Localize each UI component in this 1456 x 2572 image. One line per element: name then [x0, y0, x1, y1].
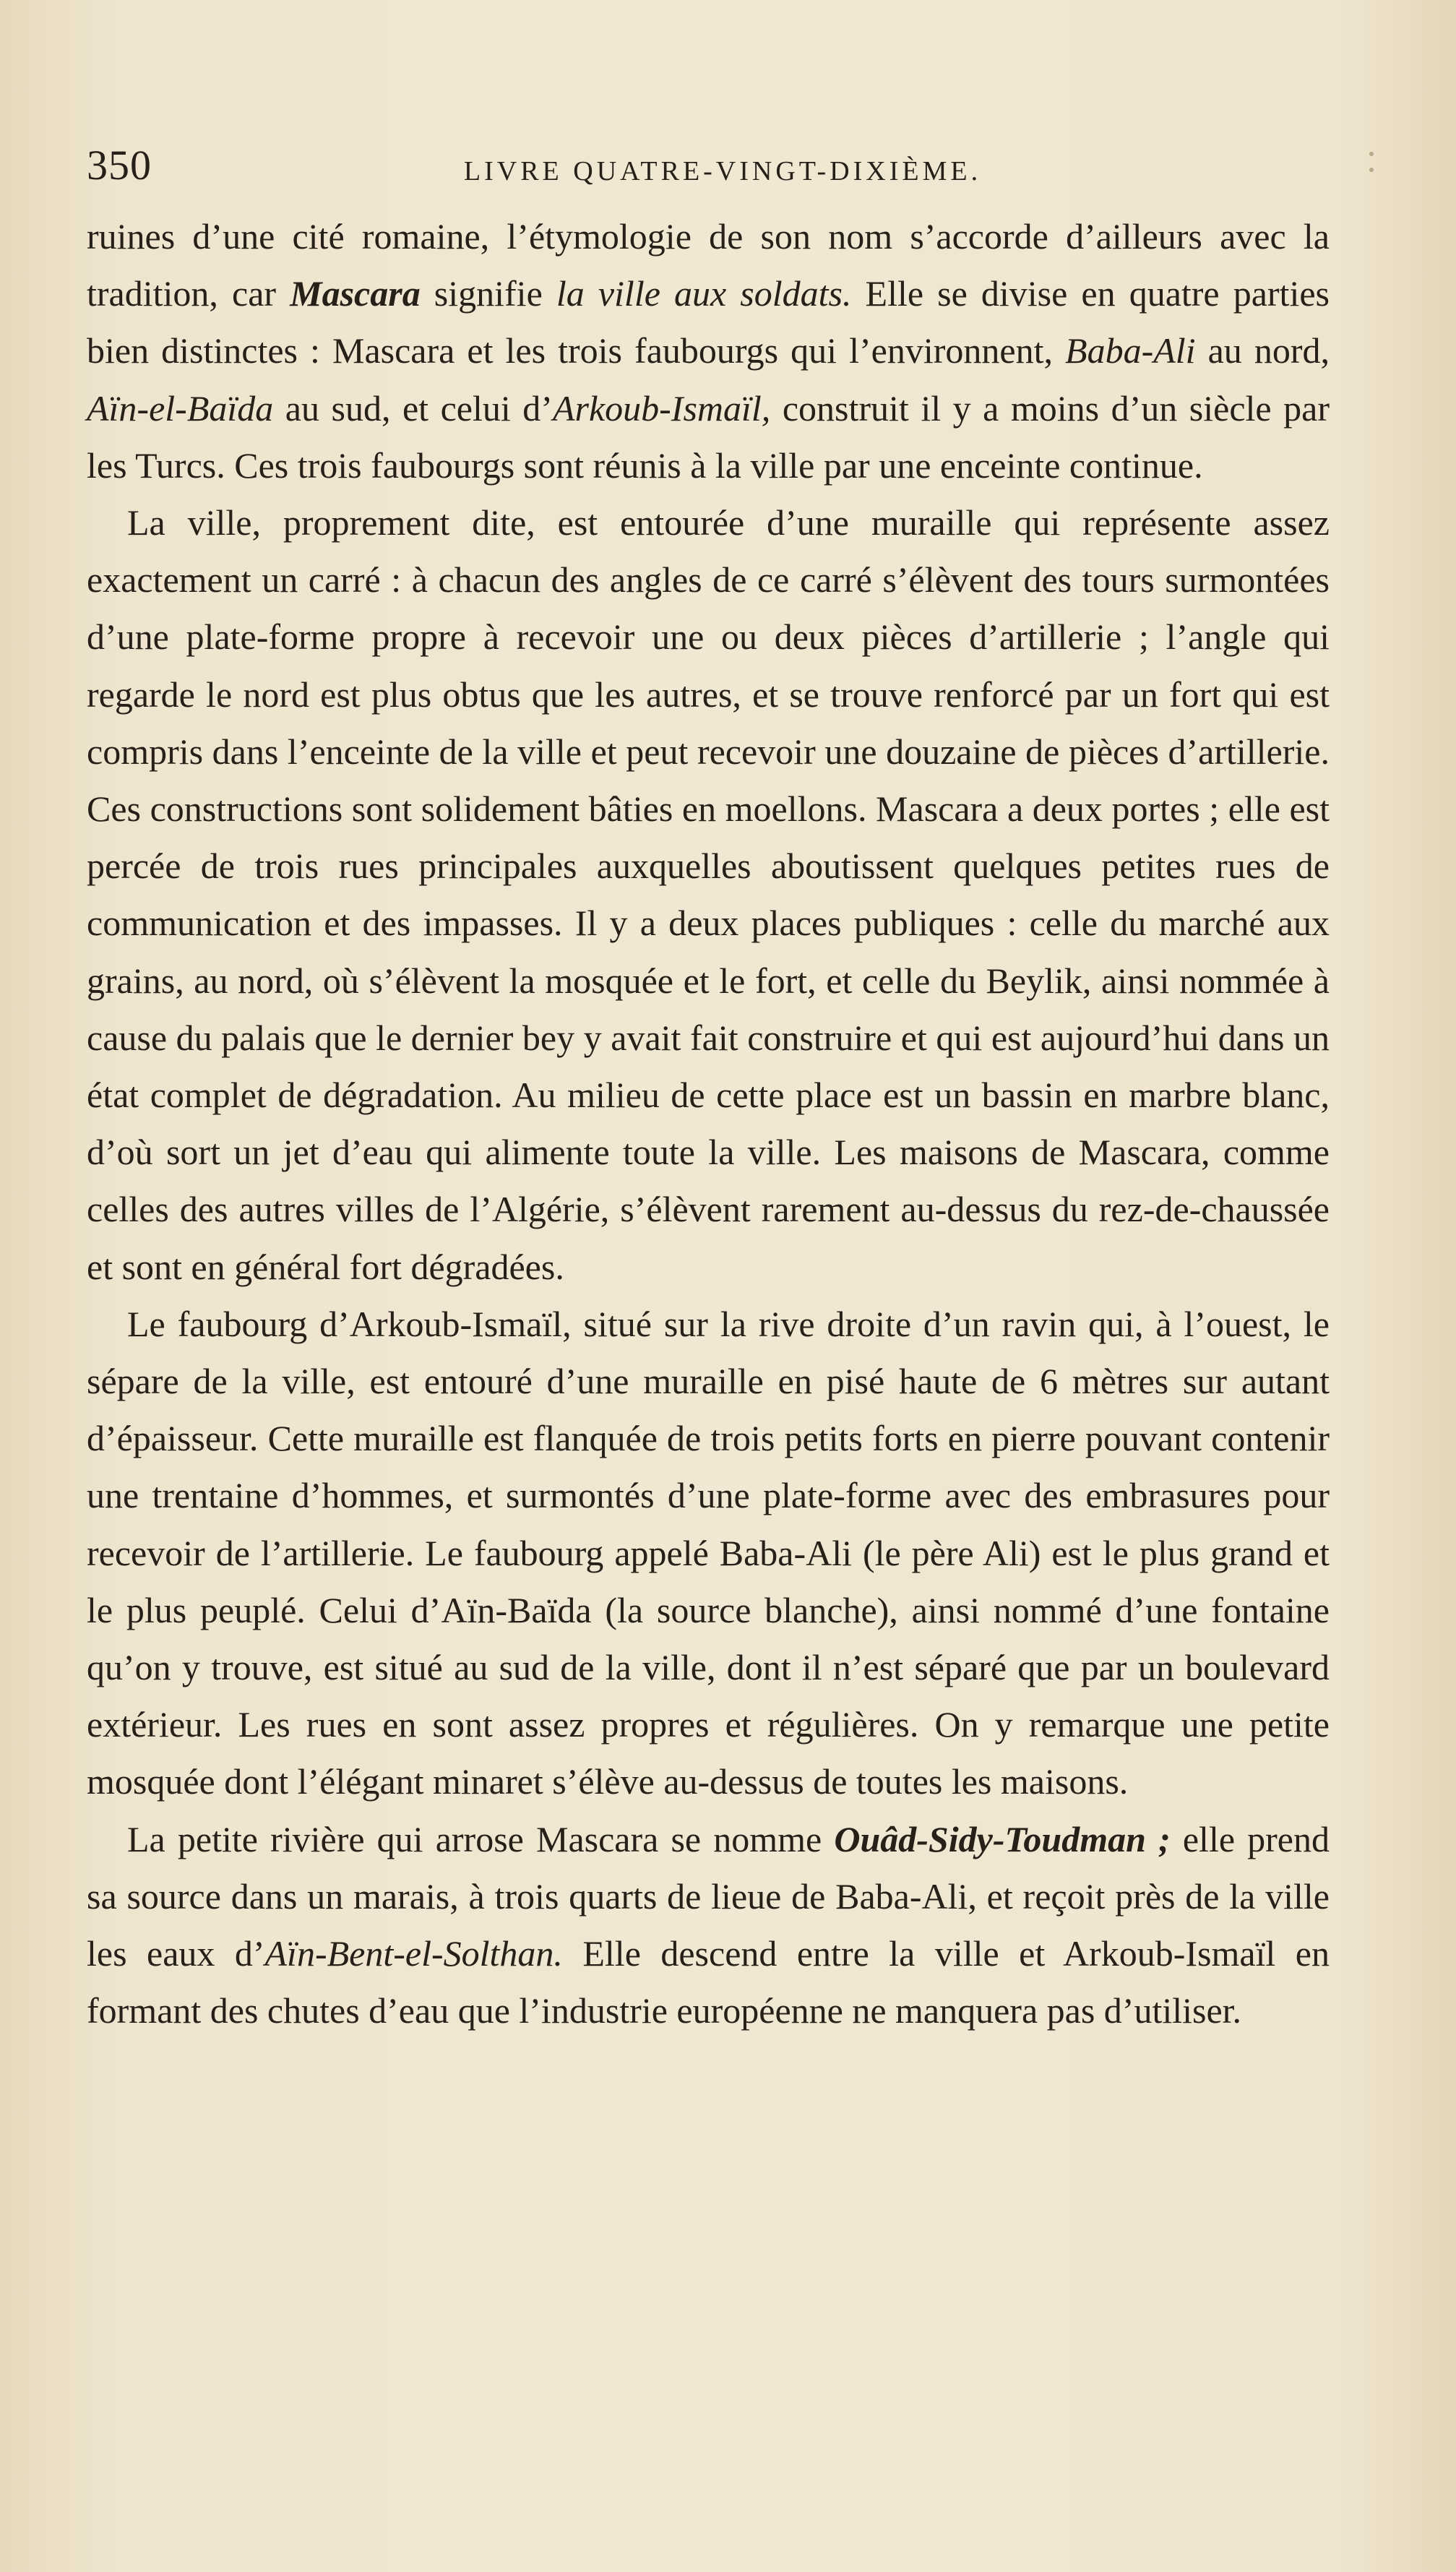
text-run: au nord,	[1195, 330, 1330, 371]
text-run: Elle se divise en quatre parties bien distinctes : Mascara et les trois faubourgs qui l’environnent,	[87, 273, 1330, 371]
italic-term: la ville aux soldats.	[556, 273, 852, 314]
paragraph	[87, 494, 1330, 1296]
book-section-title: LIVRE QUATRE-VINGT-DIXIÈME.	[463, 156, 982, 186]
italic-term: Arkoub-Ismaïl,	[552, 387, 771, 429]
italic-term: Ouâd-Sidy-Toudman ;	[834, 1818, 1171, 1859]
text-run: Le faubourg d’Arkoub-Ismaïl, situé sur la rive droite d’un ravin qui, à l’ouest, le sépare de la ville, est entouré d’une muraille en pisé haute de 6 mètres sur autant d’épaisseur. Cette muraille est flanquée de trois petits forts en pierre pouvant contenir une trentaine d’hommes, et surmontés d’une plate-forme avec des embrasures pour recevoir de l’artillerie. Le faubourg appelé Baba-Ali (le père Ali) est le plus grand et le plus peuplé. Celui d’Aïn-Baïda (la source blanche), ainsi nommé d’une fontaine qu’on y trouve, est situé au sud de la ville, dont il n’est séparé que par un boulevard extérieur. Les rues en sont assez propres et régulières. On y remarque une petite mosquée dont l’élégant minaret s’élève au-dessus de toutes les maisons.	[87, 1303, 1330, 1802]
paragraph	[87, 208, 1330, 494]
text-run: construit il y a moins d’un siècle par les Turcs. Ces trois faubourgs sont réunis à la ville par une enceinte continue.	[87, 387, 1330, 486]
text-run: elle prend sa source dans un marais, à trois quarts de lieue de Baba-Ali, et reçoit près de la ville les eaux d’	[87, 1818, 1330, 1974]
text-run: La petite rivière qui arrose Mascara se nomme	[127, 1818, 835, 1859]
page-number: 350	[87, 142, 152, 189]
italic-term: Aïn-el-Baïda	[87, 387, 274, 429]
italic-term: Aïn-Bent-el-Solthan.	[264, 1933, 563, 1974]
running-head	[87, 141, 1358, 199]
margin-mark	[1369, 168, 1374, 172]
text-run: Elle descend entre la ville et Arkoub-Ismaïl en formant des chutes d’eau que l’industrie européenne ne manquera pas d’utiliser.	[87, 1933, 1330, 2031]
text-run: ruines d’une cité romaine, l’étymologie de son nom s’accorde d’ailleurs avec la tradition, car	[87, 216, 1330, 314]
paragraph	[87, 1811, 1330, 2040]
text-run: au sud, et celui d’	[273, 387, 553, 429]
text-run: signifie	[420, 273, 556, 314]
margin-mark	[1369, 152, 1374, 156]
paragraph	[87, 1296, 1330, 1811]
italic-term: Mascara	[290, 273, 421, 314]
italic-term: Baba-Ali	[1065, 330, 1196, 371]
text-run: La ville, proprement dite, est entourée d’une muraille qui représente assez exactement un carré : à chacun des angles de ce carré s’élèvent des tours surmontées d’une plate-forme propre à recevoir une ou deux pièces d’artillerie ; l’angle qui regarde le nord est plus obtus que les autres, et se trouve renforcé par un fort qui est compris dans l’enceinte de la ville et peut recevoir une douzaine de pièces d’artillerie. Ces constructions sont solidement bâties en moellons. Mascara a deux portes ; elle est percée de trois rues principales auxquelles aboutissent quelques petites rues de communication et des impasses. Il y a deux places publiques : celle du marché aux grains, au nord, où s’élèvent la mosquée et le fort, et celle du Beylik, ainsi nommée à cause du palais que le dernier bey y avait fait construire et qui est aujourd’hui dans un état complet de dégradation. Au milieu de cette place est un bassin en marbre blanc, d’où sort un jet d’eau qui alimente toute la ville. Les maisons de Mascara, comme celles des autres villes de l’Algérie, s’élèvent rarement au-dessus du rez-de-chaussée et sont en général fort dégradées.	[87, 502, 1330, 1287]
body-text	[87, 208, 1330, 2040]
